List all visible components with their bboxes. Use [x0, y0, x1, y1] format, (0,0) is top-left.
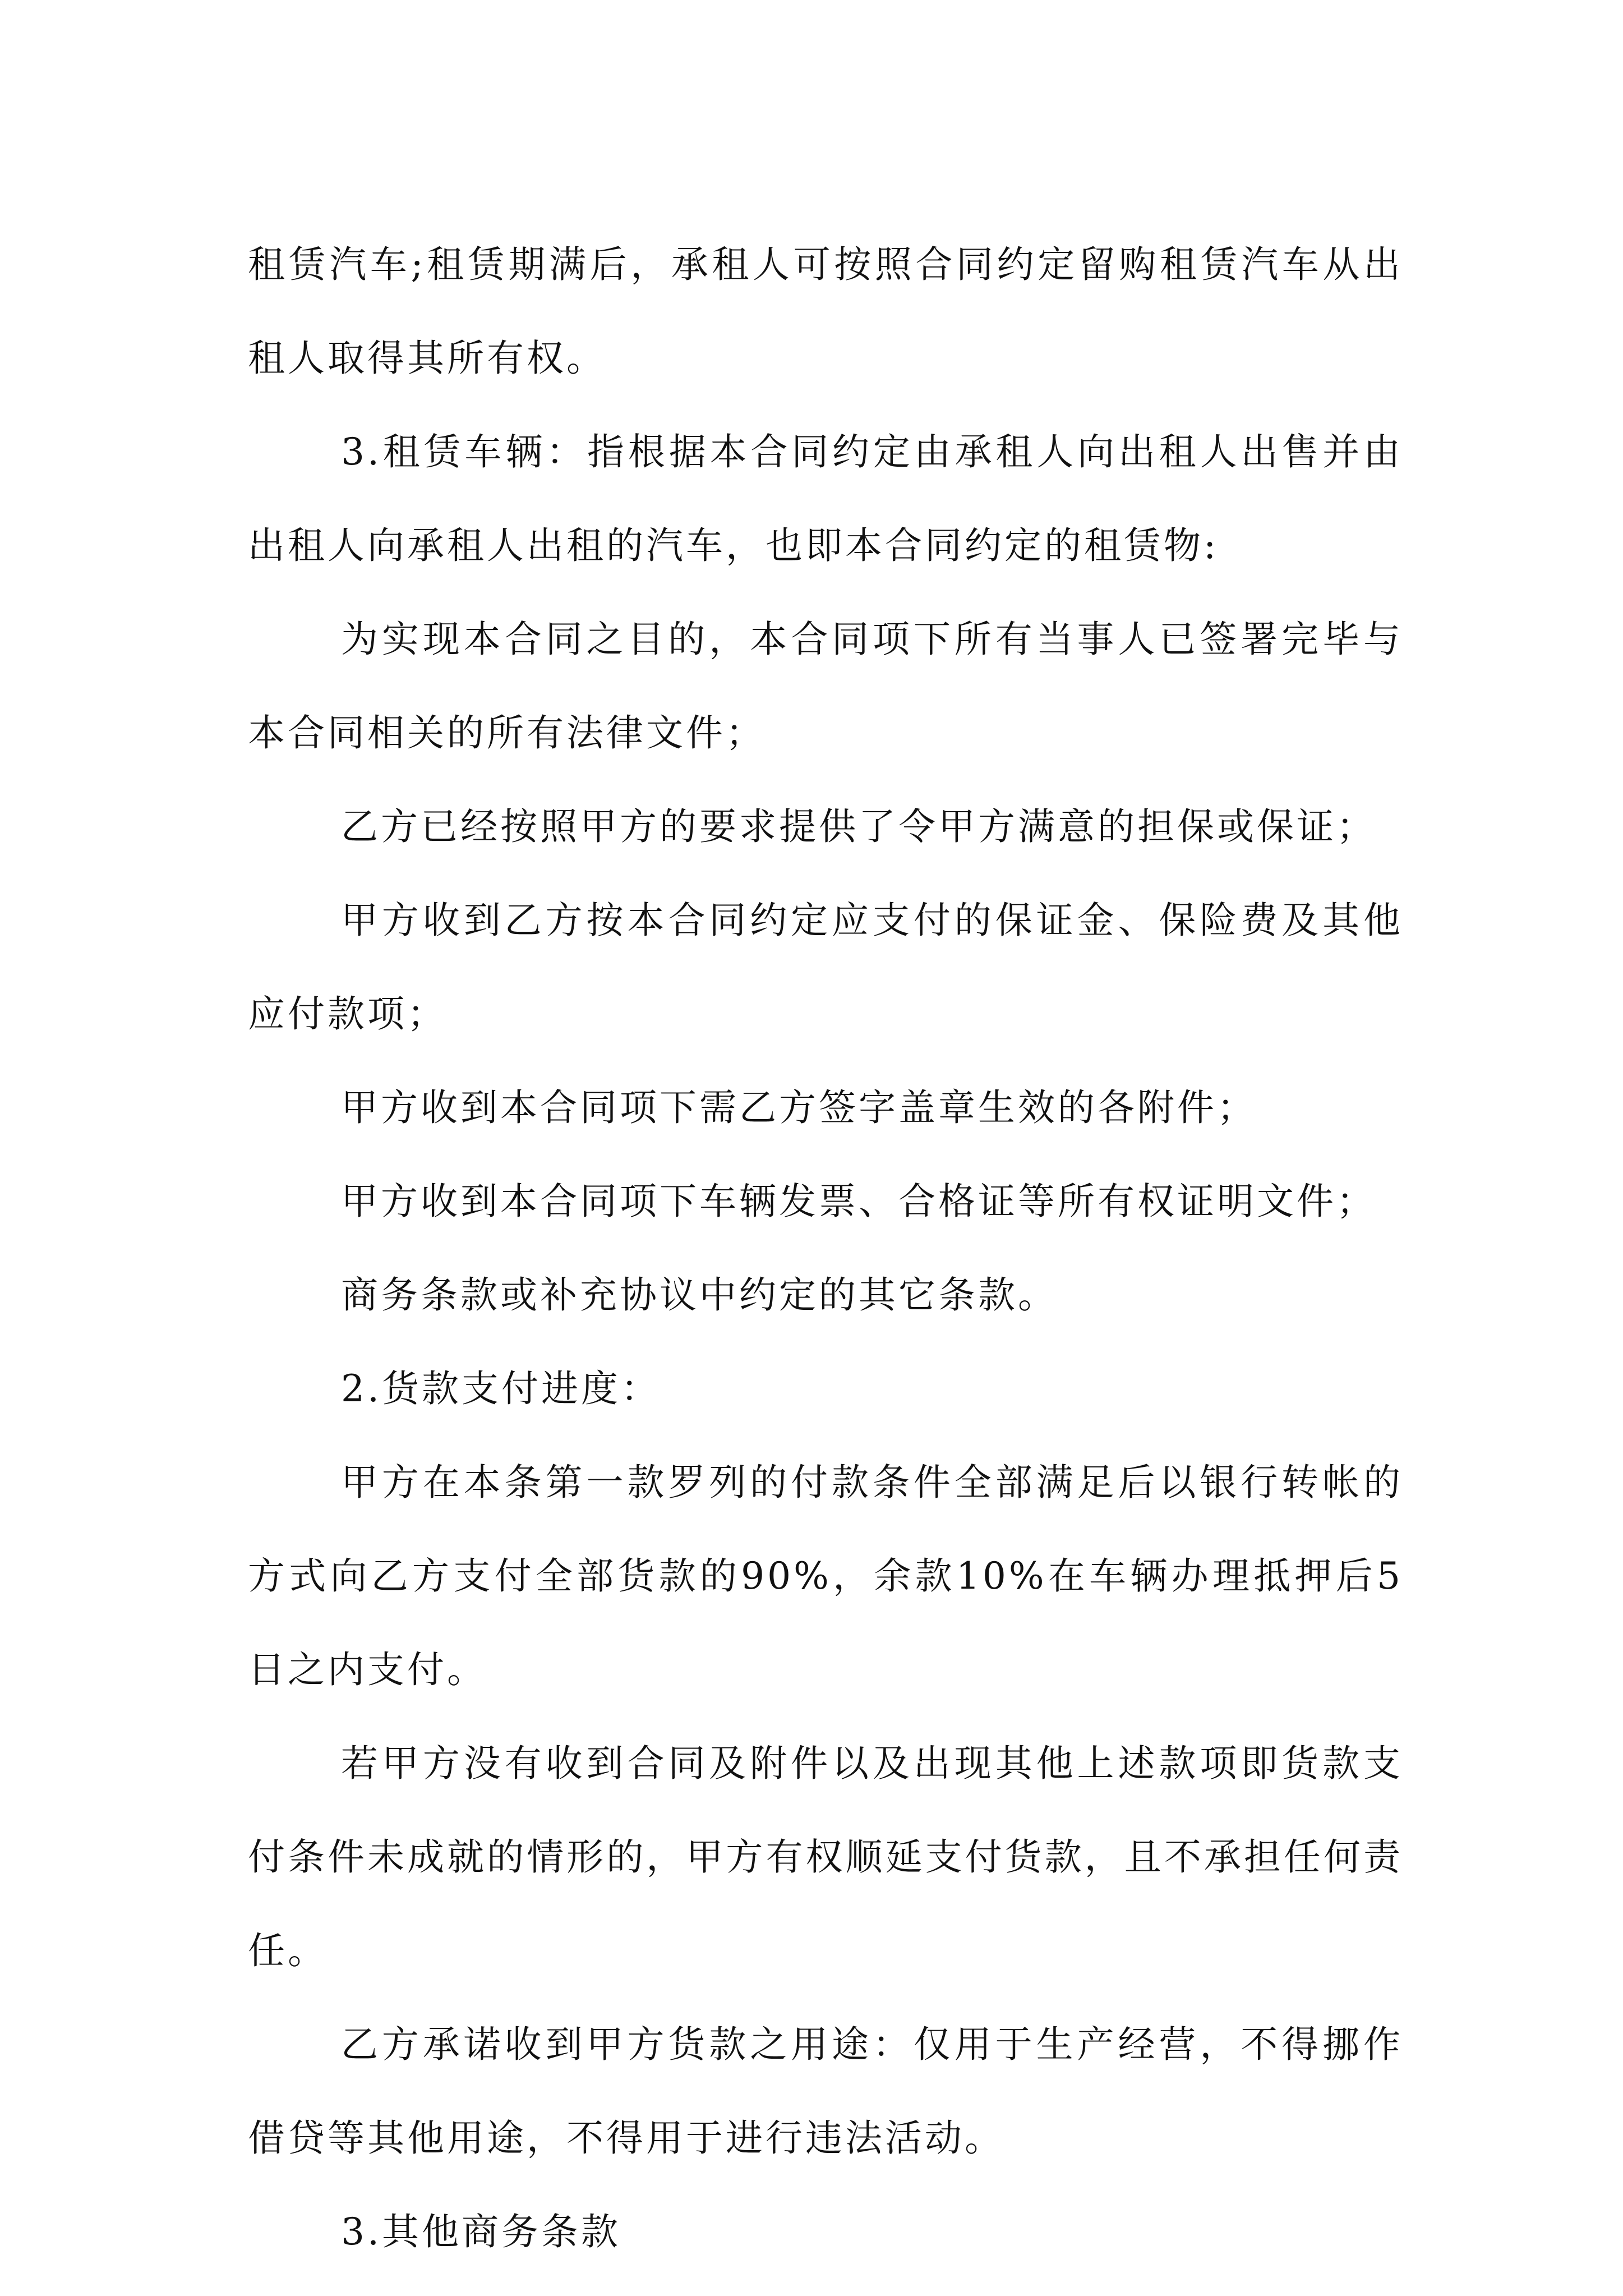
paragraph-legal-documents: 为实现本合同之目的，本合同项下所有当事人已签署完毕与本合同相关的所有法律文件；	[248, 618, 1403, 754]
paragraph-deposit-payment: 甲方收到乙方按本合同约定应支付的保证金、保险费及其他应付款项；	[248, 899, 1403, 1036]
paragraph-payment-deferral: 若甲方没有收到合同及附件以及出现其他上述款项即货款支付条件未成就的情形的，甲方有权顺延支付货款，且不承担任何责任。	[248, 1742, 1403, 1972]
paragraph-attachments: 甲方收到本合同项下需乙方签字盖章生效的各附件；	[341, 1086, 1257, 1129]
section-heading-other-commercial-terms: 3.其他商务条款	[341, 2210, 621, 2253]
paragraph-fund-usage: 乙方承诺收到甲方货款之用途：仅用于生产经营，不得挪作借贷等其他用途，不得用于进行违法活动。	[248, 2023, 1403, 2160]
paragraph-continuation: 租赁汽车;租赁期满后，承租人可按照合同约定留购租赁汽车从出租人取得其所有权。	[248, 243, 1403, 380]
paragraph-guarantee: 乙方已经按照甲方的要求提供了令甲方满意的担保或保证；	[341, 805, 1376, 848]
paragraph-ownership-documents: 甲方收到本合同项下车辆发票、合格证等所有权证明文件；	[341, 1180, 1376, 1223]
paragraph-leased-vehicle-definition: 3.租赁车辆：指根据本合同约定由承租人向出租人出售并由出租人向承租人出租的汽车，也即本合同约定的租赁物:	[248, 430, 1403, 567]
document-body	[248, 218, 1403, 2279]
paragraph-payment-terms: 甲方在本条第一款罗列的付款条件全部满足后以银行转帐的方式向乙方支付全部货款的90%，余款10%在车辆办理抵押后5日之内支付。	[248, 1461, 1403, 1691]
section-heading-payment-schedule: 2.货款支付进度：	[341, 1367, 661, 1410]
paragraph-other-terms: 商务条款或补充协议中约定的其它条款。	[341, 1273, 1058, 1317]
